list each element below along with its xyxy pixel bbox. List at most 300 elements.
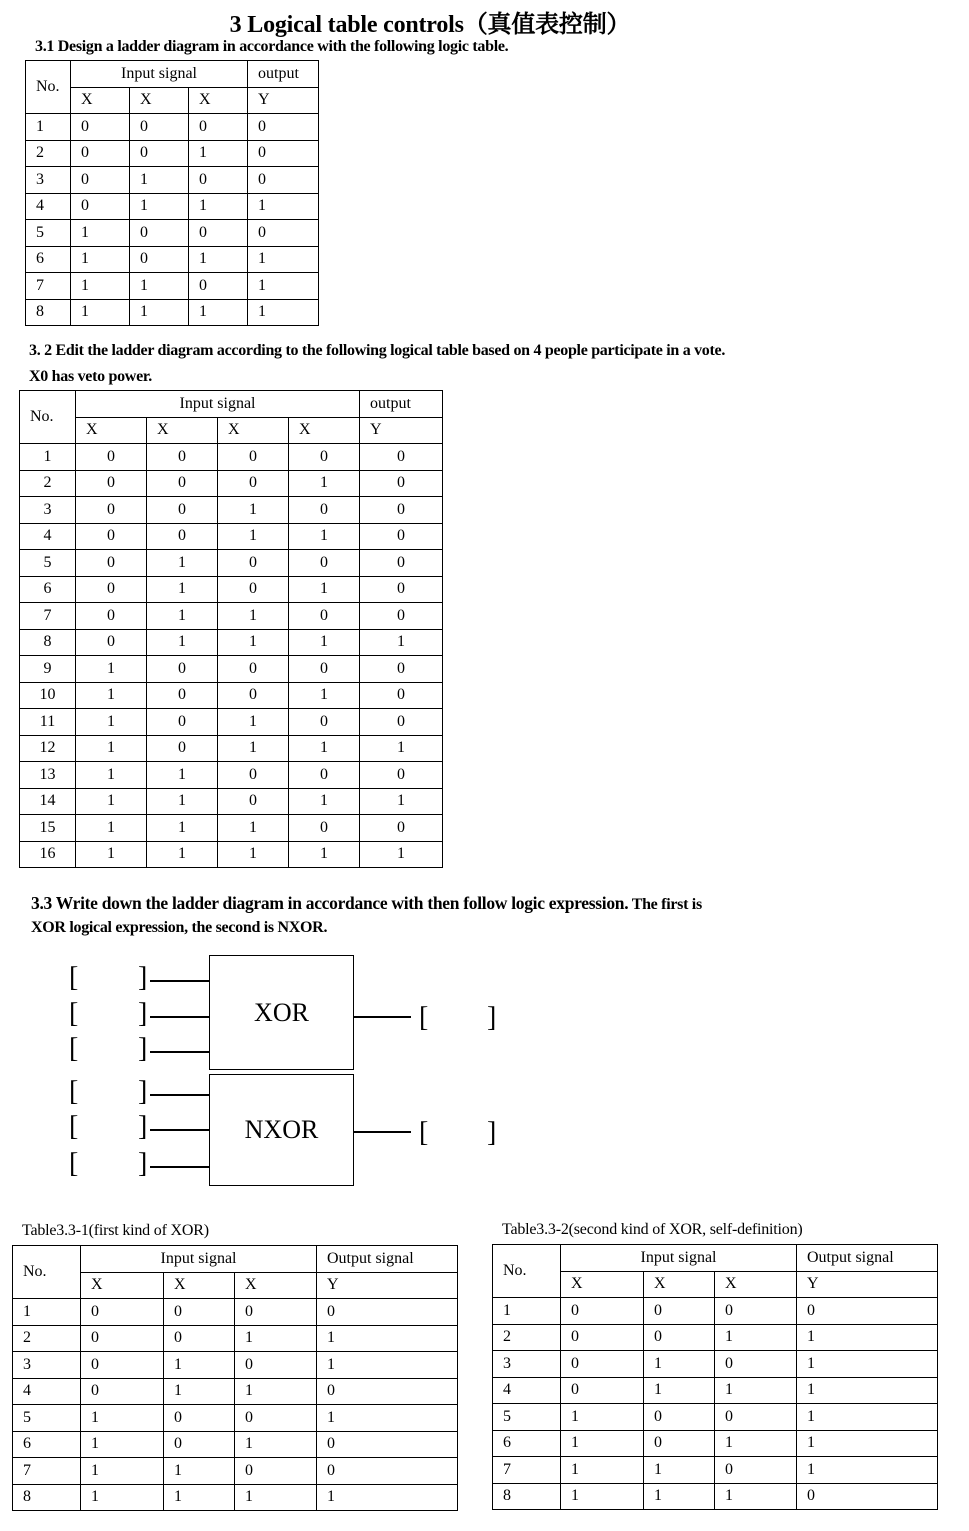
- row-number-cell: 6: [26, 246, 71, 273]
- output-value-cell: 1: [797, 1377, 938, 1404]
- input-value-cell: 0: [235, 1299, 317, 1326]
- input-value-cell: 1: [715, 1483, 797, 1510]
- input-value-cell: 0: [147, 497, 218, 524]
- row-number-cell: 3: [493, 1351, 561, 1378]
- input-value-cell: 0: [235, 1352, 317, 1379]
- table-row: [26, 140, 319, 167]
- table-row: [13, 1405, 458, 1432]
- input-column-label: X: [164, 1272, 235, 1299]
- input-signal-header: Input signal: [561, 1245, 797, 1272]
- input-value-cell: 1: [147, 576, 218, 603]
- input-value-cell: 0: [76, 470, 147, 497]
- input-value-cell: 1: [130, 299, 189, 326]
- input-column-label: X: [561, 1271, 644, 1298]
- input-value-cell: 1: [289, 523, 360, 550]
- input-value-cell: 1: [218, 523, 289, 550]
- input-value-cell: 1: [644, 1377, 715, 1404]
- row-number-cell: 3: [26, 167, 71, 194]
- row-number-cell: 4: [20, 523, 76, 550]
- row-number-cell: 3: [20, 497, 76, 524]
- table-row: [13, 1431, 458, 1458]
- input-value-cell: 1: [289, 629, 360, 656]
- row-number-cell: 14: [20, 788, 76, 815]
- input-value-cell: 0: [218, 444, 289, 471]
- truth-table-3-2-vote: [19, 390, 443, 868]
- row-number-cell: 16: [20, 841, 76, 868]
- output-value-cell: 0: [360, 576, 443, 603]
- input-value-cell: 1: [71, 220, 130, 247]
- input-value-cell: 0: [71, 114, 130, 141]
- no-column-header: No.: [26, 61, 71, 114]
- input-value-cell: 1: [81, 1405, 164, 1432]
- input-wire: [150, 1094, 209, 1096]
- input-slot-close-bracket: ]: [138, 1076, 148, 1107]
- table-header-row: [20, 391, 443, 418]
- row-number-cell: 13: [20, 762, 76, 789]
- input-slot-close-bracket: ]: [138, 1111, 148, 1142]
- input-value-cell: 0: [644, 1324, 715, 1351]
- table-row: [20, 576, 443, 603]
- row-number-cell: 8: [26, 299, 71, 326]
- row-number-cell: 3: [13, 1352, 81, 1379]
- output-value-cell: 1: [248, 299, 319, 326]
- table-row: [20, 762, 443, 789]
- row-number-cell: 5: [26, 220, 71, 247]
- output-value-cell: 0: [360, 709, 443, 736]
- input-value-cell: 0: [71, 140, 130, 167]
- table-row: [493, 1430, 938, 1457]
- row-number-cell: 7: [13, 1458, 81, 1485]
- input-value-cell: 0: [71, 167, 130, 194]
- input-value-cell: 0: [218, 576, 289, 603]
- input-value-cell: 1: [218, 815, 289, 842]
- output-wire: [354, 1016, 411, 1018]
- row-number-cell: 8: [493, 1483, 561, 1510]
- table-row: [493, 1377, 938, 1404]
- row-number-cell: 7: [26, 273, 71, 300]
- input-value-cell: 1: [218, 603, 289, 630]
- input-value-cell: 1: [218, 735, 289, 762]
- output-value-cell: 1: [317, 1352, 458, 1379]
- input-value-cell: 1: [164, 1458, 235, 1485]
- output-value-cell: 0: [317, 1378, 458, 1405]
- input-value-cell: 0: [715, 1457, 797, 1484]
- input-column-label: X: [147, 417, 218, 444]
- input-slot-close-bracket: ]: [138, 1148, 148, 1179]
- row-number-cell: 7: [20, 603, 76, 630]
- table-row: [26, 246, 319, 273]
- input-value-cell: 1: [71, 299, 130, 326]
- input-signal-header: Input signal: [81, 1246, 317, 1273]
- table-row: [493, 1483, 938, 1510]
- input-value-cell: 0: [76, 523, 147, 550]
- output-value-cell: 1: [248, 193, 319, 220]
- output-value-cell: 1: [797, 1457, 938, 1484]
- input-wire: [150, 980, 209, 982]
- output-slot-close-bracket: ]: [487, 1002, 497, 1033]
- input-value-cell: 1: [218, 709, 289, 736]
- truth-table-3-3-2-self-defined-xor: [492, 1244, 938, 1510]
- input-value-cell: 1: [289, 470, 360, 497]
- output-value-cell: 1: [317, 1325, 458, 1352]
- input-value-cell: 1: [561, 1457, 644, 1484]
- input-value-cell: 0: [289, 762, 360, 789]
- table-row: [493, 1351, 938, 1378]
- table-row: [26, 193, 319, 220]
- truth-table-3-1: [25, 60, 319, 326]
- input-value-cell: 0: [189, 167, 248, 194]
- output-value-cell: 0: [797, 1298, 938, 1325]
- input-value-cell: 1: [71, 246, 130, 273]
- input-value-cell: 1: [81, 1484, 164, 1511]
- input-value-cell: 0: [644, 1404, 715, 1431]
- output-value-cell: 1: [797, 1404, 938, 1431]
- input-value-cell: 0: [289, 815, 360, 842]
- table-row: [20, 656, 443, 683]
- output-value-cell: 0: [360, 497, 443, 524]
- input-value-cell: 1: [218, 497, 289, 524]
- input-value-cell: 0: [561, 1298, 644, 1325]
- output-value-cell: 0: [360, 550, 443, 577]
- table-row: [20, 523, 443, 550]
- output-value-cell: 0: [360, 523, 443, 550]
- input-value-cell: 1: [147, 788, 218, 815]
- input-signal-header: Input signal: [71, 61, 248, 88]
- input-value-cell: 1: [81, 1431, 164, 1458]
- output-value-cell: 1: [360, 629, 443, 656]
- input-value-cell: 0: [81, 1352, 164, 1379]
- input-column-label: X: [76, 417, 147, 444]
- input-slot-close-bracket: ]: [138, 1033, 148, 1064]
- input-column-label: X: [289, 417, 360, 444]
- table-row: [20, 788, 443, 815]
- input-value-cell: 0: [130, 220, 189, 247]
- table-row: [13, 1352, 458, 1379]
- table-row: [493, 1324, 938, 1351]
- input-value-cell: 0: [235, 1458, 317, 1485]
- input-value-cell: 0: [218, 550, 289, 577]
- input-value-cell: 0: [218, 470, 289, 497]
- input-slot-open-bracket: [: [69, 998, 79, 1029]
- input-slot-close-bracket: ]: [138, 962, 148, 993]
- table-row: [26, 114, 319, 141]
- input-slot-open-bracket: [: [69, 1076, 79, 1107]
- row-number-cell: 4: [13, 1378, 81, 1405]
- nxor-gate-label: NXOR: [244, 1115, 319, 1144]
- output-slot-open-bracket: [: [419, 1002, 429, 1033]
- input-column-label: X: [644, 1271, 715, 1298]
- input-value-cell: 1: [164, 1378, 235, 1405]
- input-value-cell: 0: [130, 246, 189, 273]
- row-number-cell: 6: [493, 1430, 561, 1457]
- input-value-cell: 0: [164, 1325, 235, 1352]
- input-value-cell: 1: [76, 656, 147, 683]
- table-row: [13, 1299, 458, 1326]
- input-value-cell: 1: [164, 1352, 235, 1379]
- input-value-cell: 1: [147, 629, 218, 656]
- input-value-cell: 0: [164, 1431, 235, 1458]
- input-column-label: X: [218, 417, 289, 444]
- output-value-cell: 0: [248, 167, 319, 194]
- no-column-header: No.: [13, 1246, 81, 1299]
- output-value-cell: 0: [360, 815, 443, 842]
- row-number-cell: 4: [493, 1377, 561, 1404]
- input-value-cell: 0: [130, 114, 189, 141]
- input-value-cell: 0: [561, 1377, 644, 1404]
- row-number-cell: 15: [20, 815, 76, 842]
- table-row: [20, 682, 443, 709]
- input-value-cell: 0: [289, 444, 360, 471]
- input-value-cell: 0: [81, 1325, 164, 1352]
- row-number-cell: 1: [20, 444, 76, 471]
- input-value-cell: 1: [147, 815, 218, 842]
- row-number-cell: 7: [493, 1457, 561, 1484]
- output-wire: [354, 1131, 411, 1133]
- table-row: [20, 550, 443, 577]
- input-value-cell: 0: [147, 444, 218, 471]
- table-row: [26, 167, 319, 194]
- output-value-cell: 1: [248, 246, 319, 273]
- input-value-cell: 1: [715, 1430, 797, 1457]
- input-value-cell: 1: [189, 140, 248, 167]
- row-number-cell: 2: [20, 470, 76, 497]
- output-value-cell: 0: [317, 1299, 458, 1326]
- output-value-cell: 1: [360, 841, 443, 868]
- table-row: [493, 1298, 938, 1325]
- table-header-row: [13, 1246, 458, 1273]
- input-value-cell: 1: [235, 1431, 317, 1458]
- output-value-cell: 1: [360, 735, 443, 762]
- input-value-cell: 1: [715, 1377, 797, 1404]
- input-value-cell: 1: [147, 603, 218, 630]
- input-value-cell: 1: [289, 788, 360, 815]
- input-value-cell: 1: [289, 841, 360, 868]
- truth-table-3-3-1-xor: [12, 1245, 458, 1511]
- input-value-cell: 0: [164, 1405, 235, 1432]
- table-row: [20, 603, 443, 630]
- input-value-cell: 0: [147, 656, 218, 683]
- output-column-label: Y: [248, 87, 319, 114]
- table-row: [20, 735, 443, 762]
- output-value-cell: 0: [360, 656, 443, 683]
- input-value-cell: 1: [147, 841, 218, 868]
- row-number-cell: 8: [13, 1484, 81, 1511]
- table-row: [13, 1325, 458, 1352]
- table-row: [26, 220, 319, 247]
- table-row: [26, 273, 319, 300]
- input-column-label: X: [81, 1272, 164, 1299]
- input-value-cell: 0: [715, 1404, 797, 1431]
- row-number-cell: 8: [20, 629, 76, 656]
- output-value-cell: 0: [360, 682, 443, 709]
- output-value-cell: 1: [317, 1405, 458, 1432]
- input-column-label: X: [189, 87, 248, 114]
- output-value-cell: 0: [360, 444, 443, 471]
- table-row: [20, 815, 443, 842]
- input-value-cell: 1: [561, 1404, 644, 1431]
- input-column-label: X: [715, 1271, 797, 1298]
- input-value-cell: 0: [130, 140, 189, 167]
- section-3-3-heading-rest: The first is: [628, 896, 702, 913]
- input-value-cell: 1: [189, 299, 248, 326]
- table-row: [13, 1378, 458, 1405]
- row-number-cell: 4: [26, 193, 71, 220]
- page-title: 3 Logical table controls（真值表控制）: [229, 12, 631, 38]
- output-value-cell: 0: [248, 114, 319, 141]
- row-number-cell: 1: [493, 1298, 561, 1325]
- output-value-cell: 1: [797, 1324, 938, 1351]
- output-value-cell: 1: [317, 1484, 458, 1511]
- input-value-cell: 0: [76, 550, 147, 577]
- input-value-cell: 1: [561, 1430, 644, 1457]
- row-number-cell: 1: [26, 114, 71, 141]
- xor-gate-label: XOR: [254, 997, 309, 1027]
- input-value-cell: 0: [218, 762, 289, 789]
- input-value-cell: 0: [71, 193, 130, 220]
- no-column-header: No.: [493, 1245, 561, 1298]
- output-value-cell: 1: [248, 273, 319, 300]
- section-3-2-heading-line2: X0 has veto power.: [29, 368, 152, 385]
- table-row: [26, 299, 319, 326]
- input-value-cell: 1: [715, 1324, 797, 1351]
- input-value-cell: 0: [76, 497, 147, 524]
- input-value-cell: 1: [218, 841, 289, 868]
- input-value-cell: 1: [289, 735, 360, 762]
- input-value-cell: 0: [289, 497, 360, 524]
- nxor-gate-box: [209, 1074, 354, 1186]
- input-wire: [150, 1051, 209, 1053]
- input-slot-open-bracket: [: [69, 962, 79, 993]
- output-value-cell: 0: [248, 140, 319, 167]
- input-signal-header: Input signal: [76, 391, 360, 418]
- table-row: [20, 444, 443, 471]
- row-number-cell: 10: [20, 682, 76, 709]
- input-value-cell: 1: [130, 273, 189, 300]
- output-header: Output signal: [317, 1246, 458, 1273]
- input-value-cell: 0: [81, 1378, 164, 1405]
- table-header-row: [26, 61, 319, 88]
- input-value-cell: 1: [76, 709, 147, 736]
- input-value-cell: 0: [289, 550, 360, 577]
- input-value-cell: 1: [289, 576, 360, 603]
- input-value-cell: 0: [76, 444, 147, 471]
- output-value-cell: 1: [360, 788, 443, 815]
- row-number-cell: 12: [20, 735, 76, 762]
- input-value-cell: 1: [561, 1483, 644, 1510]
- input-value-cell: 0: [644, 1298, 715, 1325]
- table-subheader-row: [20, 417, 443, 444]
- input-value-cell: 0: [218, 682, 289, 709]
- input-value-cell: 1: [235, 1484, 317, 1511]
- input-value-cell: 0: [218, 788, 289, 815]
- row-number-cell: 2: [493, 1324, 561, 1351]
- input-value-cell: 0: [644, 1430, 715, 1457]
- output-value-cell: 0: [317, 1458, 458, 1485]
- table-3-3-2-caption: Table3.3-2(second kind of XOR, self-definition): [502, 1221, 803, 1238]
- input-value-cell: 0: [147, 735, 218, 762]
- input-value-cell: 1: [76, 682, 147, 709]
- input-value-cell: 1: [76, 788, 147, 815]
- row-number-cell: 2: [13, 1325, 81, 1352]
- table-row: [20, 629, 443, 656]
- table-row: [20, 497, 443, 524]
- output-value-cell: 0: [360, 762, 443, 789]
- input-value-cell: 0: [81, 1299, 164, 1326]
- input-value-cell: 0: [218, 656, 289, 683]
- input-value-cell: 0: [189, 273, 248, 300]
- input-value-cell: 0: [189, 114, 248, 141]
- input-slot-close-bracket: ]: [138, 998, 148, 1029]
- output-column-label: Y: [797, 1271, 938, 1298]
- input-value-cell: 1: [76, 762, 147, 789]
- input-value-cell: 1: [76, 815, 147, 842]
- input-value-cell: 1: [218, 629, 289, 656]
- input-column-label: X: [235, 1272, 317, 1299]
- output-header: output: [360, 391, 443, 418]
- output-value-cell: 0: [248, 220, 319, 247]
- table-3-3-1-caption: Table3.3-1(first kind of XOR): [22, 1222, 209, 1239]
- input-slot-open-bracket: [: [69, 1111, 79, 1142]
- input-value-cell: 1: [235, 1378, 317, 1405]
- input-value-cell: 0: [289, 603, 360, 630]
- input-wire: [150, 1129, 209, 1131]
- input-value-cell: 1: [147, 550, 218, 577]
- row-number-cell: 1: [13, 1299, 81, 1326]
- output-value-cell: 0: [360, 603, 443, 630]
- row-number-cell: 11: [20, 709, 76, 736]
- input-value-cell: 0: [147, 470, 218, 497]
- section-3-2-heading-line1: 3. 2 Edit the ladder diagram according to the following logical table based on 4 people participate in a vote.: [29, 342, 726, 359]
- output-column-label: Y: [360, 417, 443, 444]
- input-value-cell: 0: [189, 220, 248, 247]
- input-value-cell: 0: [147, 523, 218, 550]
- table-header-row: [493, 1245, 938, 1272]
- input-wire: [150, 1016, 209, 1018]
- row-number-cell: 5: [20, 550, 76, 577]
- input-value-cell: 0: [561, 1324, 644, 1351]
- input-wire: [150, 1166, 209, 1168]
- no-column-header: No.: [20, 391, 76, 444]
- input-slot-open-bracket: [: [69, 1148, 79, 1179]
- input-value-cell: 1: [130, 193, 189, 220]
- output-column-label: Y: [317, 1272, 458, 1299]
- input-value-cell: 1: [76, 841, 147, 868]
- output-value-cell: 0: [797, 1483, 938, 1510]
- input-value-cell: 0: [715, 1351, 797, 1378]
- input-value-cell: 0: [76, 576, 147, 603]
- input-value-cell: 0: [76, 603, 147, 630]
- input-value-cell: 1: [289, 682, 360, 709]
- output-value-cell: 0: [360, 470, 443, 497]
- input-value-cell: 0: [147, 709, 218, 736]
- input-column-label: X: [71, 87, 130, 114]
- section-3-3-heading-bold: 3.3 Write down the ladder diagram in accordance with then follow logic expression.: [31, 893, 629, 913]
- input-value-cell: 1: [189, 193, 248, 220]
- input-value-cell: 1: [189, 246, 248, 273]
- output-value-cell: 1: [797, 1430, 938, 1457]
- table-row: [493, 1457, 938, 1484]
- row-number-cell: 5: [13, 1405, 81, 1432]
- input-value-cell: 1: [164, 1484, 235, 1511]
- input-value-cell: 1: [644, 1351, 715, 1378]
- input-value-cell: 1: [81, 1458, 164, 1485]
- input-value-cell: 0: [715, 1298, 797, 1325]
- input-value-cell: 0: [76, 629, 147, 656]
- table-row: [13, 1458, 458, 1485]
- section-3-1-heading: 3.1 Design a ladder diagram in accordance with the following logic table.: [35, 38, 509, 55]
- input-value-cell: 0: [147, 682, 218, 709]
- section-3-3-heading-line1: [31, 893, 702, 914]
